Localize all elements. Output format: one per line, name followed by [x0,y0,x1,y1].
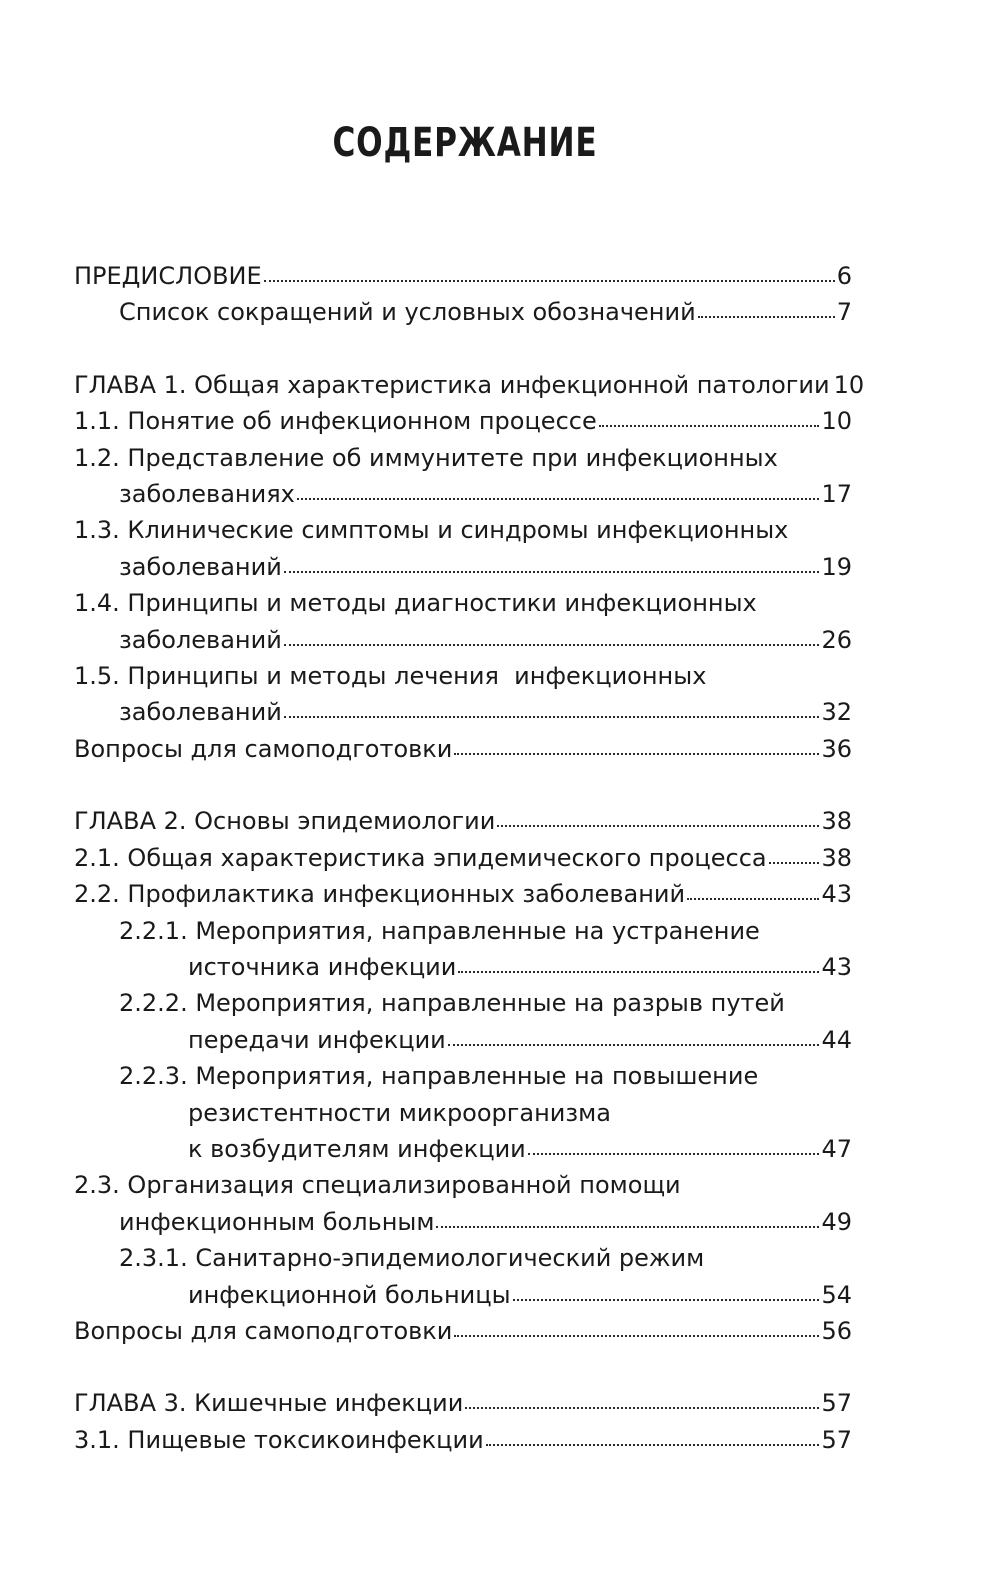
dot-leader [284,644,820,646]
toc-page-number: 10 [833,370,865,399]
toc-entry-questions-1[interactable] [74,731,852,767]
toc-entry-text-line: 2.3. Организация специализированной помощи [74,1171,681,1200]
toc-page-number: 6 [836,262,852,290]
toc-page-number: 44 [821,1025,852,1054]
toc-entry-text: Список сокращений и условных обозначений [119,298,696,327]
toc-entry-preface[interactable] [74,258,852,294]
toc-entry-text: Вопросы для самоподготовки [74,1316,453,1345]
dot-leader [454,753,819,755]
dot-leader [528,1153,820,1155]
toc-entry-1-5[interactable] [74,658,852,731]
toc-entry-text-line: 1.3. Клинические симптомы и синдромы инфекционных [74,516,789,545]
toc-entry-text-line: 2.2.2. Мероприятия, направленные на разрыв путей [119,989,785,1018]
toc-entry-chapter-1[interactable] [74,367,865,403]
toc-entry-questions-2[interactable] [74,1313,852,1349]
dot-leader [698,316,835,318]
section-gap [74,1349,852,1385]
toc-page-number: 49 [821,1207,852,1236]
toc-page-number: 38 [821,807,852,836]
toc-page-number: 7 [836,298,852,327]
dot-leader [436,1226,819,1228]
dot-leader [769,862,820,864]
toc-page-number: 56 [821,1316,852,1345]
toc-entry-chapter-2[interactable] [74,803,852,839]
dot-leader [513,1299,820,1301]
dot-leader [486,1444,820,1446]
toc-entry-text: Вопросы для самоподготовки [74,734,453,763]
toc-page-number: 17 [821,480,852,509]
toc-page-number: 43 [821,880,852,909]
toc-page-number: 57 [821,1425,852,1454]
section-gap [74,767,852,803]
toc-entry-text-line: 1.5. Принципы и методы лечения инфекционных [74,662,707,691]
dot-leader [297,498,820,500]
toc-page-number: 54 [821,1280,852,1309]
toc-entry-1-1[interactable] [74,403,852,439]
toc-page-number: 47 [821,1134,852,1163]
toc-entry-1-2[interactable] [74,440,852,513]
toc-entry-text-line: заболеваний [119,552,282,581]
toc-entry-text-line: 2.2.1. Мероприятия, направленные на устранение [119,916,760,945]
toc-page-number: 32 [821,698,852,727]
dot-leader [465,1407,819,1409]
dot-leader [458,971,819,973]
dot-leader [284,716,820,718]
toc-entry-text-line: заболеваниях [119,480,295,509]
toc-entry-text: ГЛАВА 1. Общая характеристика инфекционной патологии [74,370,830,399]
dot-leader [284,571,820,573]
section-gap [74,331,852,367]
toc-entry-text: ГЛАВА 3. Кишечные инфекции [74,1389,464,1418]
toc-entry-text: 1.1. Понятие об инфекционном процессе [74,407,597,436]
toc-page-number: 10 [821,407,852,436]
dot-leader [454,1335,819,1337]
toc-entry-text-line: к возбудителям инфекции [188,1134,526,1163]
toc-entry-text: 2.2. Профилактика инфекционных заболеваний [74,880,686,909]
toc-entry-2-3-1[interactable] [74,1240,852,1313]
toc-page-number: 19 [821,552,852,581]
toc-entry-1-3[interactable] [74,512,852,585]
toc-entry-2-1[interactable] [74,840,852,876]
dot-leader [599,425,820,427]
toc-entry-3-1[interactable] [74,1422,852,1458]
toc-entry-2-2-1[interactable] [74,913,852,986]
table-of-contents [74,258,865,1458]
toc-entry-text: 3.1. Пищевые токсикоинфекции [74,1425,484,1454]
toc-entry-2-2[interactable] [74,876,852,912]
toc-page-number: 36 [821,734,852,763]
toc-entry-text-line: резистентности микроорганизма [188,1098,611,1127]
toc-entry-text-line: 2.3.1. Санитарно-эпидемиологический режим [119,1244,705,1273]
toc-entry-abbreviations[interactable] [74,294,852,330]
toc-entry-text: ПРЕДИСЛОВИЕ [74,262,262,290]
toc-entry-2-3[interactable] [74,1167,852,1240]
dot-leader [497,825,819,827]
toc-page-number: 26 [821,625,852,654]
toc-entry-text: ГЛАВА 2. Основы эпидемиологии [74,807,496,836]
dot-leader [264,280,835,282]
toc-entry-2-2-3[interactable] [74,1058,852,1167]
toc-entry-text-line: заболеваний [119,625,282,654]
toc-page-number: 38 [821,843,852,872]
toc-entry-text: 2.1. Общая характеристика эпидемического процесса [74,843,767,872]
toc-entry-text-line: источника инфекции [188,952,457,981]
dot-leader [448,1044,820,1046]
toc-page-number: 43 [821,952,852,981]
toc-entry-text-line: инфекционной больницы [188,1280,511,1309]
toc-entry-text-line: инфекционным больным [119,1207,435,1236]
toc-entry-1-4[interactable] [74,585,852,658]
toc-entry-text-line: заболеваний [119,698,282,727]
dot-leader [687,898,819,900]
toc-entry-text-line: 2.2.3. Мероприятия, направленные на повышение [119,1062,759,1091]
toc-entry-chapter-3[interactable] [74,1385,852,1421]
toc-entry-text-line: передачи инфекции [188,1025,446,1054]
toc-entry-text-line: 1.4. Принципы и методы диагностики инфекционных [74,589,757,618]
toc-page-number: 57 [821,1389,852,1418]
page-title: СОДЕРЖАНИЕ [332,120,598,166]
toc-entry-text-line: 1.2. Представление об иммунитете при инфекционных [74,443,778,472]
toc-entry-2-2-2[interactable] [74,985,852,1058]
